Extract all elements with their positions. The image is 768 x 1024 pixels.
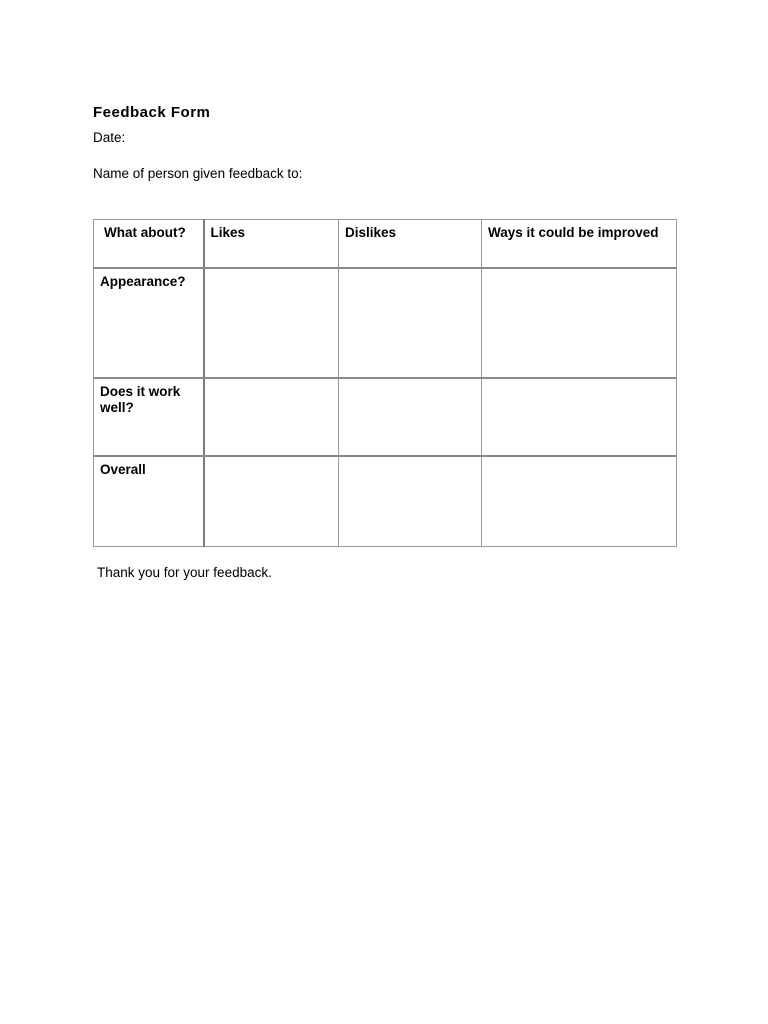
thank-you-note: Thank you for your feedback.: [97, 565, 272, 580]
form-title: Feedback Form: [93, 104, 211, 121]
row-label-appearance: Appearance?: [94, 268, 204, 378]
dislikes-cell[interactable]: [339, 378, 482, 456]
table-row: [94, 378, 677, 456]
table-row: [94, 268, 677, 378]
likes-cell[interactable]: [204, 268, 339, 378]
header-dislikes: Dislikes: [339, 220, 482, 269]
feedback-table: [93, 219, 677, 547]
table-row: [94, 456, 677, 547]
date-label: Date:: [93, 130, 126, 145]
table-header-row: [94, 220, 677, 269]
recipient-name-label: Name of person given feedback to:: [93, 166, 303, 181]
header-likes: Likes: [204, 220, 339, 269]
row-label-works-well: Does it work well?: [94, 378, 204, 456]
likes-cell[interactable]: [204, 456, 339, 547]
header-what-about: What about?: [94, 220, 204, 269]
dislikes-cell[interactable]: [339, 268, 482, 378]
improvements-cell[interactable]: [482, 456, 677, 547]
row-label-overall: Overall: [94, 456, 204, 547]
dislikes-cell[interactable]: [339, 456, 482, 547]
header-improvements: Ways it could be improved: [482, 220, 677, 269]
improvements-cell[interactable]: [482, 378, 677, 456]
likes-cell[interactable]: [204, 378, 339, 456]
improvements-cell[interactable]: [482, 268, 677, 378]
